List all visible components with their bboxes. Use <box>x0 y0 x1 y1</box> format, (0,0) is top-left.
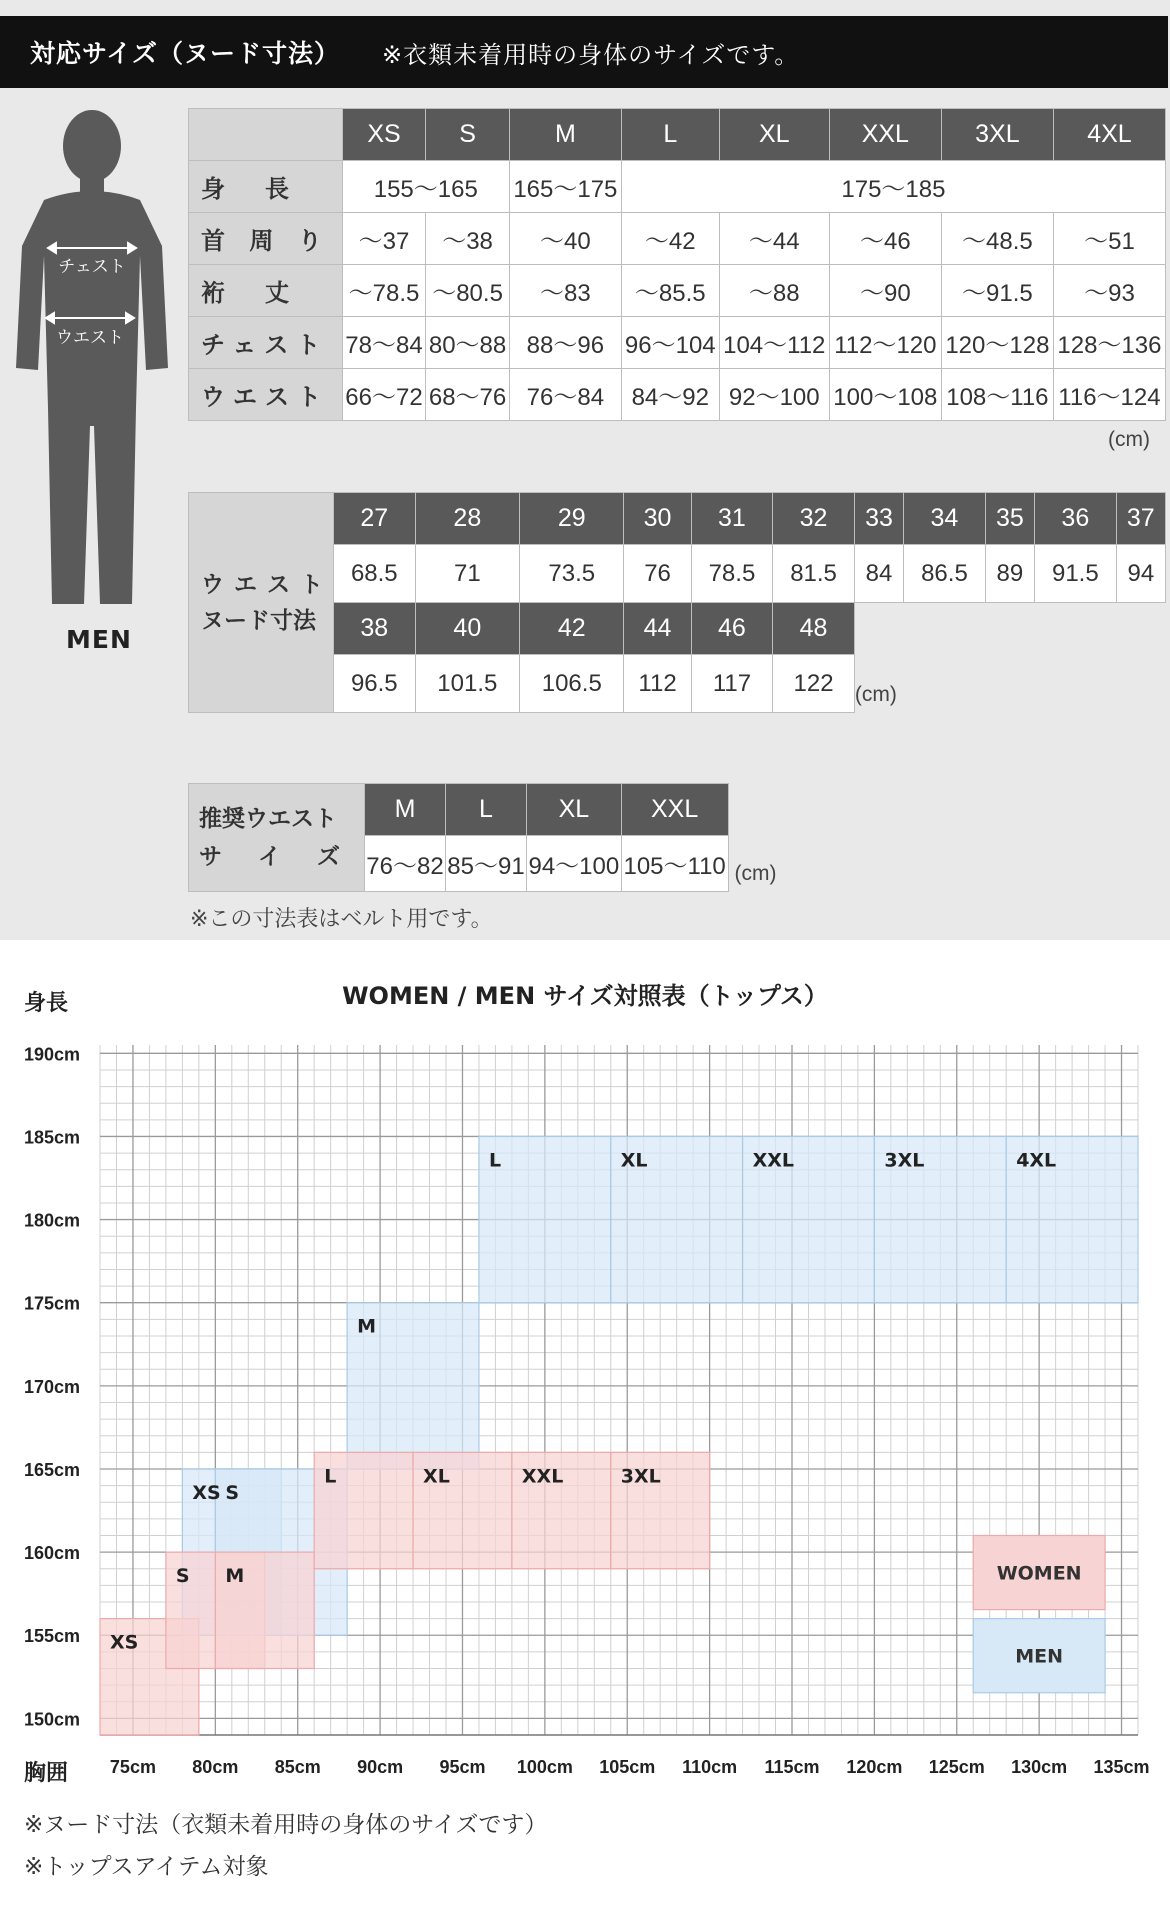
waist-size-header: 37 <box>1116 493 1165 545</box>
table-cell: 〜51 <box>1053 213 1165 265</box>
table-row <box>189 784 793 836</box>
size-header: XS <box>342 109 426 161</box>
table-cell: 68〜76 <box>426 369 510 421</box>
size-header: XXL <box>829 109 941 161</box>
chart-y-axis-title: 身長 <box>24 991 69 1016</box>
waist-size-header: 29 <box>520 493 624 545</box>
table-cell: 68.5 <box>334 545 416 603</box>
table-cell: 89 <box>985 545 1034 603</box>
size-header: 3XL <box>941 109 1053 161</box>
x-tick-label: 75cm <box>109 1757 156 1777</box>
x-tick-label: 95cm <box>439 1757 486 1777</box>
tops-table-unit: (cm) <box>1108 428 1150 451</box>
x-tick-label: 90cm <box>357 1757 404 1777</box>
body-figure-icon <box>14 108 174 618</box>
waist-size-header: 40 <box>415 603 519 655</box>
table-cell: 〜40 <box>509 213 621 265</box>
tops-size-table <box>188 108 1166 421</box>
table-cell: 85〜91 <box>445 836 526 892</box>
table-cell: 96〜104 <box>621 317 719 369</box>
y-tick-label: 170cm <box>24 1376 81 1397</box>
table-row <box>189 265 1166 317</box>
waist-label-line1: ウエスト <box>201 571 333 598</box>
table-cell: 112 <box>624 655 691 713</box>
waist-size-header: 34 <box>904 493 986 545</box>
table-cell: 〜42 <box>621 213 719 265</box>
table-cell: 76 <box>624 545 691 603</box>
table-cell: 〜90 <box>829 265 941 317</box>
waist-size-header: 28 <box>415 493 519 545</box>
table-cell: 78〜84 <box>342 317 426 369</box>
table-cell: 〜91.5 <box>941 265 1053 317</box>
y-tick-label: 160cm <box>24 1543 81 1564</box>
waist-size-header: 32 <box>773 493 855 545</box>
belt-label-line2: サ イ ズ <box>199 843 355 870</box>
chart-plot <box>0 950 1170 1810</box>
men-size-label: 4XL <box>1016 1149 1057 1172</box>
y-tick-label: 185cm <box>24 1127 81 1148</box>
waist-size-header: 33 <box>854 493 903 545</box>
belt-size-header: M <box>365 784 446 836</box>
waist-size-header: 38 <box>334 603 416 655</box>
table-cell: 〜48.5 <box>941 213 1053 265</box>
table-cell: 73.5 <box>520 545 624 603</box>
men-size-label: XS <box>192 1481 221 1504</box>
waist-size-header: 36 <box>1035 493 1117 545</box>
row-label-neck: 首 周 り <box>189 213 343 265</box>
table-cell: 84〜92 <box>621 369 719 421</box>
men-size-label: S <box>225 1481 240 1504</box>
size-header: 4XL <box>1053 109 1165 161</box>
women-size-label: L <box>324 1465 337 1488</box>
table-cell: 80〜88 <box>426 317 510 369</box>
chart-title: WOMEN / MEN サイズ対照表（トップス） <box>342 982 828 1010</box>
belt-size-header: L <box>445 784 526 836</box>
men-size-label: XL <box>620 1149 648 1172</box>
table-cell: 101.5 <box>415 655 519 713</box>
men-size-label: XXL <box>752 1149 794 1172</box>
table-cell: 112〜120 <box>829 317 941 369</box>
waist-size-header: 27 <box>334 493 416 545</box>
table-cell: 〜46 <box>829 213 941 265</box>
belt-size-header: XXL <box>621 784 728 836</box>
row-label-waist: ウエスト <box>189 369 343 421</box>
chart-x-axis-title: 胸囲 <box>24 1761 69 1786</box>
table-cell: 106.5 <box>520 655 624 713</box>
waist-nude-table <box>188 492 1166 713</box>
x-tick-label: 135cm <box>1093 1757 1150 1777</box>
x-tick-label: 110cm <box>682 1757 738 1777</box>
x-tick-label: 105cm <box>599 1757 656 1777</box>
figure-chest-label: チェスト <box>58 257 126 277</box>
table-row <box>189 493 1166 545</box>
women-size-label: M <box>225 1565 245 1588</box>
women-size-label: 3XL <box>620 1465 661 1488</box>
belt-size-header: XL <box>526 784 621 836</box>
belt-note: ※この寸法表はベルト用です。 <box>190 907 493 932</box>
table-cell: 128〜136 <box>1053 317 1165 369</box>
size-header: M <box>509 109 621 161</box>
table-cell: 〜93 <box>1053 265 1165 317</box>
table-cell: 86.5 <box>904 545 986 603</box>
size-header: L <box>621 109 719 161</box>
y-tick-label: 155cm <box>24 1626 81 1647</box>
waist-size-header: 44 <box>624 603 691 655</box>
size-header: S <box>426 109 510 161</box>
x-tick-label: 115cm <box>764 1757 820 1777</box>
y-tick-label: 165cm <box>24 1459 81 1480</box>
footnote: ※ヌード寸法（衣類未着用時の身体のサイズです） <box>24 1812 548 1838</box>
table-row <box>189 603 1166 655</box>
women-size-label: XS <box>110 1631 139 1654</box>
table-cell: 92〜100 <box>719 369 829 421</box>
table-row <box>189 161 1166 213</box>
table-cell: 〜83 <box>509 265 621 317</box>
table-cell: 〜88 <box>719 265 829 317</box>
table-cell: 108〜116 <box>941 369 1053 421</box>
women-size-label: S <box>175 1565 190 1588</box>
figure-men-label: MEN <box>66 625 132 654</box>
women-size-label: XXL <box>521 1465 564 1488</box>
table-cell: 117 <box>691 655 773 713</box>
waist-size-header: 35 <box>985 493 1034 545</box>
x-tick-label: 130cm <box>1011 1757 1068 1777</box>
table-cell: 165〜175 <box>509 161 621 213</box>
y-tick-label: 150cm <box>24 1709 81 1730</box>
y-tick-label: 180cm <box>24 1210 81 1231</box>
belt-size-table <box>188 783 792 892</box>
table-cell: 81.5 <box>773 545 855 603</box>
table-cell: 94 <box>1116 545 1165 603</box>
waist-size-header: 31 <box>691 493 773 545</box>
x-tick-label: 120cm <box>846 1757 903 1777</box>
table-cell: 116〜124 <box>1053 369 1165 421</box>
table-cell: 〜38 <box>426 213 510 265</box>
men-size-label: M <box>357 1315 377 1338</box>
table-cell: 94〜100 <box>526 836 621 892</box>
table-row <box>189 317 1166 369</box>
women-size-label: XL <box>423 1465 450 1488</box>
belt-label-line1: 推奨ウエスト <box>199 805 337 832</box>
table-cell: 76〜84 <box>509 369 621 421</box>
table-row <box>189 369 1166 421</box>
row-label-height: 身 長 <box>189 161 343 213</box>
waist-table-label <box>189 493 334 713</box>
table-cell: 105〜110 <box>621 836 728 892</box>
table-cell: 76〜82 <box>365 836 446 892</box>
x-tick-label: 100cm <box>516 1757 573 1777</box>
table-cell: 155〜165 <box>342 161 509 213</box>
waist-table-unit: (cm) <box>854 682 897 706</box>
table-cell: 〜78.5 <box>342 265 426 317</box>
row-label-chest: チェスト <box>189 317 343 369</box>
table-cell: 71 <box>415 545 519 603</box>
table-row <box>189 213 1166 265</box>
table-cell: 91.5 <box>1035 545 1117 603</box>
y-tick-label: 190cm <box>24 1044 81 1065</box>
waist-size-header: 30 <box>624 493 691 545</box>
belt-table-unit: (cm) <box>734 861 777 885</box>
section-note: ※衣類未着用時の身体のサイズです。 <box>382 40 800 69</box>
table-cell: 122 <box>773 655 855 713</box>
belt-table-label <box>189 784 365 892</box>
men-size-label: L <box>488 1149 502 1172</box>
table-cell: 120〜128 <box>941 317 1053 369</box>
size-comparison-chart <box>0 950 1170 1908</box>
table-cell: 84 <box>854 545 903 603</box>
waist-size-header: 46 <box>691 603 773 655</box>
section-title: 対応サイズ（ヌード寸法） <box>30 39 341 68</box>
figure-waist-label: ウエスト <box>56 328 124 348</box>
row-label-sleeve: 裄 丈 <box>189 265 343 317</box>
table-cell: 175〜185 <box>621 161 1165 213</box>
table-cell: 100〜108 <box>829 369 941 421</box>
waist-size-header: 48 <box>773 603 855 655</box>
section-header <box>0 16 1168 88</box>
table-row <box>189 109 1166 161</box>
waist-label-line2: ヌード寸法 <box>201 607 316 634</box>
table-corner <box>189 109 343 161</box>
table-cell: 96.5 <box>334 655 416 713</box>
waist-size-header: 42 <box>520 603 624 655</box>
y-tick-label: 175cm <box>24 1293 81 1314</box>
x-tick-label: 125cm <box>928 1757 985 1777</box>
table-cell: 78.5 <box>691 545 773 603</box>
legend-label-women: WOMEN <box>996 1562 1082 1585</box>
table-cell: 〜44 <box>719 213 829 265</box>
table-cell: 66〜72 <box>342 369 426 421</box>
size-header: XL <box>719 109 829 161</box>
x-tick-label: 85cm <box>274 1757 321 1777</box>
table-cell: 〜37 <box>342 213 426 265</box>
table-row <box>189 545 1166 603</box>
size-spec-panel <box>0 0 1170 940</box>
x-tick-label: 80cm <box>192 1757 239 1777</box>
table-cell: 104〜112 <box>719 317 829 369</box>
men-size-label: 3XL <box>884 1149 925 1172</box>
table-cell: 88〜96 <box>509 317 621 369</box>
legend-label-men: MEN <box>1015 1645 1064 1668</box>
table-cell: 〜80.5 <box>426 265 510 317</box>
footnote: ※トップスアイテム対象 <box>24 1854 269 1880</box>
table-cell: 〜85.5 <box>621 265 719 317</box>
